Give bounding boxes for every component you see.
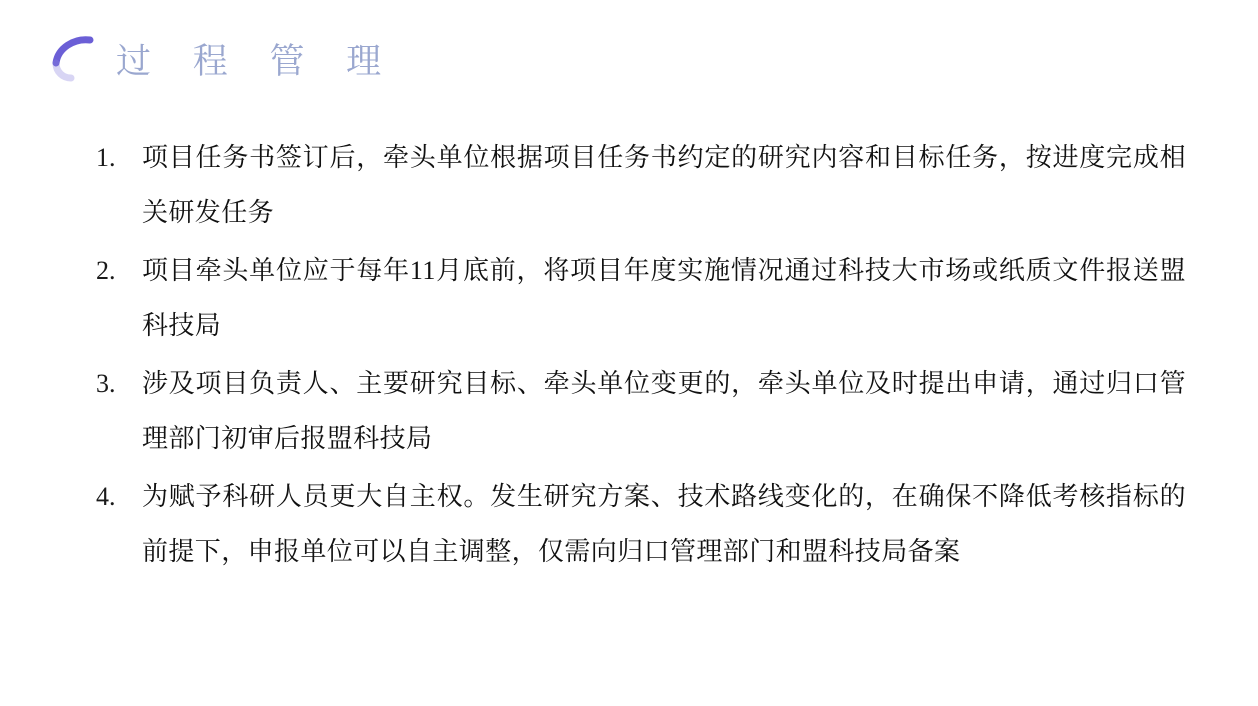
list-item-marker: 2. [96, 256, 116, 285]
list-item-text: 为赋予科研人员更大自主权。发生研究方案、技术路线变化的，在确保不降低考核指标的前提下，申报单位可以自主调整，仅需向归口管理部门和盟科技局备案 [142, 482, 1186, 566]
list-item-marker: 3. [96, 369, 116, 398]
list-item [96, 130, 1186, 240]
list-item-marker: 4. [96, 482, 116, 511]
content-area [96, 130, 1186, 582]
swoosh-arc-icon [44, 30, 102, 88]
list-item-text: 项目牵头单位应于每年11月底前，将项目年度实施情况通过科技大市场或纸质文件报送盟科技局 [142, 256, 1186, 340]
list-item-marker: 1. [96, 143, 116, 172]
list-item-text: 涉及项目负责人、主要研究目标、牵头单位变更的，牵头单位及时提出申请，通过归口管理部门初审后报盟科技局 [142, 369, 1186, 453]
list-item [96, 356, 1186, 466]
list-item [96, 243, 1186, 353]
numbered-list [96, 130, 1186, 579]
page-title: 过 程 管 理 [116, 41, 398, 81]
list-item [96, 469, 1186, 579]
slide-title-row [44, 28, 397, 90]
list-item-text: 项目任务书签订后，牵头单位根据项目任务书约定的研究内容和目标任务，按进度完成相关研发任务 [142, 143, 1186, 227]
